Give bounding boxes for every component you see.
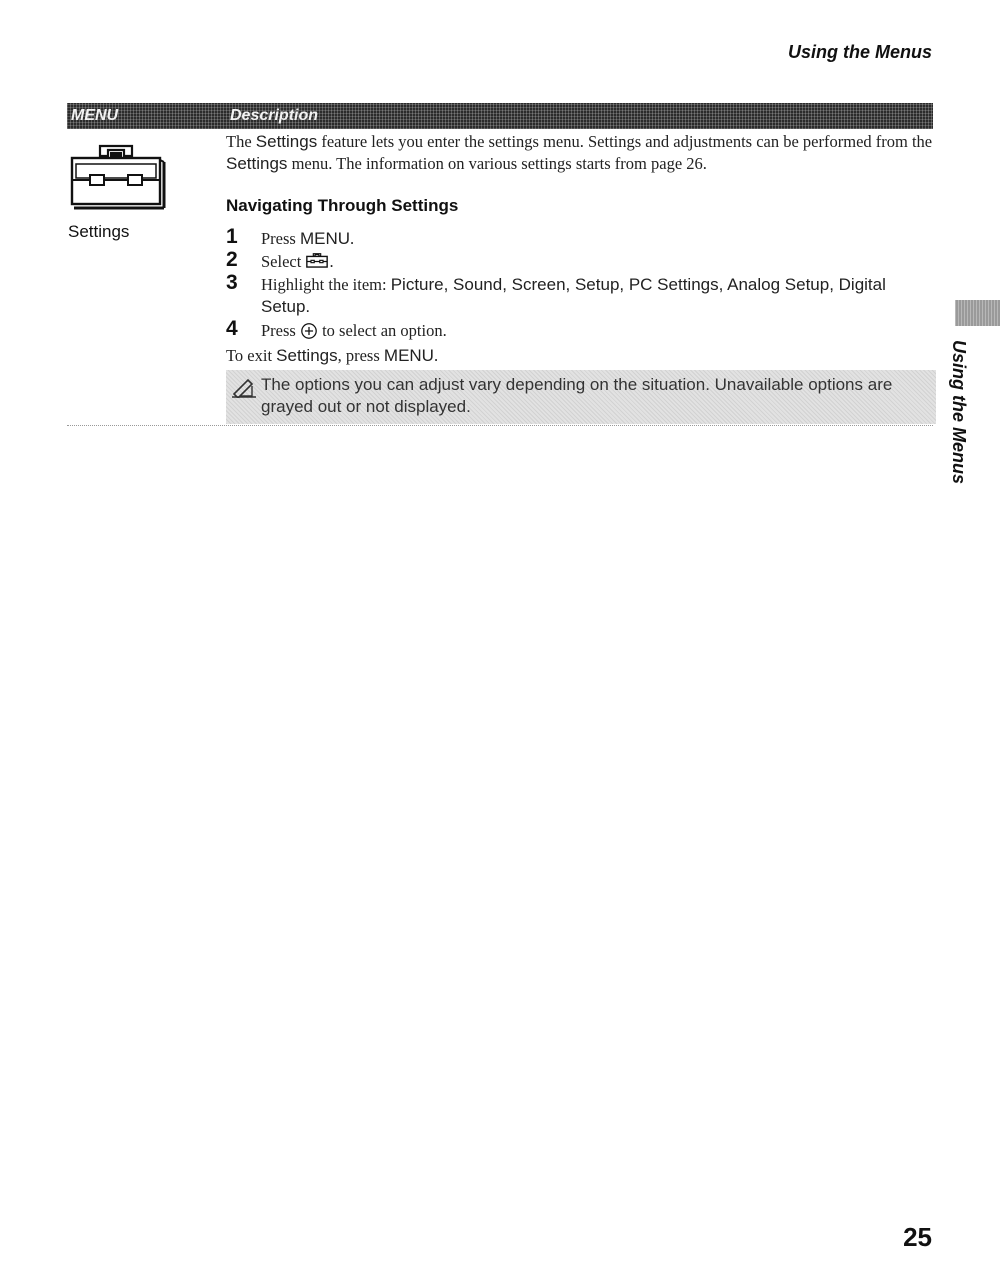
step-4 [226,317,936,342]
step-1 [226,225,936,250]
menu-item-label: Settings [68,222,130,241]
step-text: Press [261,229,300,248]
side-tab-label: Using the Menus [949,340,969,485]
column-header-description: Description [230,107,319,124]
settings-term: Settings [226,154,288,173]
intro-text: menu. The information on various settings starts from page 26. [287,154,707,173]
settings-term: Settings [255,132,318,151]
menu-items-list: Picture, Sound, Screen, Setup, PC Settings, Analog Setup, Digital Setup. [261,275,886,316]
side-tab-marker [955,300,1000,326]
step-3 [226,271,936,318]
exit-text: To exit [226,346,277,365]
exit-text: . [433,346,439,365]
step-number: 4 [226,317,238,340]
exit-text: , press [337,346,384,365]
step-text: Highlight the item: [261,275,391,294]
step-text: . [350,229,355,248]
section-heading: Navigating Through Settings [226,196,459,215]
column-header-menu: MENU [71,107,119,124]
menu-key: MENU [383,346,434,365]
step-number: 1 [226,225,238,248]
table-header [67,103,933,129]
toolbox-icon [64,140,168,220]
plus-circle-icon [300,322,318,340]
step-text: . [329,252,334,271]
step-text: Select [261,252,306,271]
note-text: The options you can adjust vary depending on the situation. Unavailable options are grayed out or not displayed. [261,375,893,416]
menu-key: MENU [299,229,351,248]
intro-text: The [226,132,256,151]
step-2 [226,248,936,273]
pencil-note-icon [230,376,258,398]
step-number: 2 [226,248,238,271]
intro-text: feature lets you enter the settings menu. Settings and adjustments can be performed from the [317,132,933,151]
page-number: 25 [903,1222,932,1252]
exit-instruction [226,345,438,367]
note-box [226,370,936,424]
step-number: 3 [226,271,238,294]
intro-paragraph [226,131,938,175]
step-text: to select an option. [317,321,447,340]
step-text: Press [261,321,300,340]
settings-term: Settings [276,346,338,365]
row-divider [67,425,933,426]
toolbox-icon [305,252,329,271]
running-head: Using the Menus [787,42,932,62]
